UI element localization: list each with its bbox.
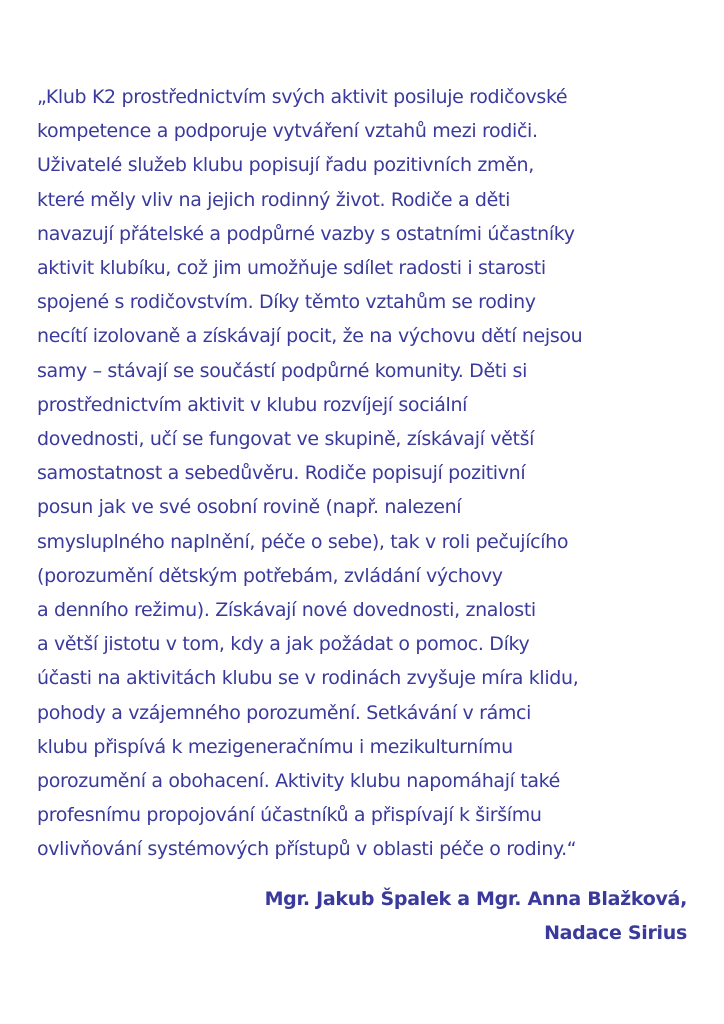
- quote-line: dovednosti, učí se fungovat ve skupině, získávají větší: [37, 428, 535, 451]
- quote-line: prostřednictvím aktivit v klubu rozvíjejí sociální: [37, 393, 468, 416]
- quote-line: kompetence a podporuje vytváření vztahů mezi rodiči.: [37, 120, 538, 143]
- quote-line: smysluplného naplnění, péče o sebe), tak v roli pečujícího: [37, 530, 569, 553]
- quote-line: spojené s rodičovstvím. Díky těmto vztahům se rodiny: [37, 291, 536, 314]
- quote-line: ovlivňování systémových přístupů v oblasti péče o rodiny.“: [37, 838, 577, 861]
- signature-authors: Mgr. Jakub Špalek a Mgr. Anna Blažková,: [264, 888, 687, 910]
- quote-line: posun jak ve své osobní rovině (např. nalezení: [37, 496, 462, 519]
- quote-line: účasti na aktivitách klubu se v rodinách zvyšuje míra klidu,: [37, 667, 579, 690]
- quote-line: a denního režimu). Získávají nové dovednosti, znalosti: [37, 599, 536, 622]
- quote-line: a větší jistotu v tom, kdy a jak požádat o pomoc. Díky: [37, 633, 530, 656]
- quote-line: klubu přispívá k mezigeneračnímu i mezikulturnímu: [37, 735, 513, 758]
- quote-line: navazují přátelské a podpůrné vazby s ostatními účastníky: [37, 222, 575, 245]
- signature-block: [27, 882, 687, 950]
- quote-line: samy – stávají se součástí podpůrné komunity. Děti si: [37, 359, 527, 382]
- quote-line: porozumění a obohacení. Aktivity klubu napomáhají také: [37, 770, 560, 793]
- quote-paragraph: [37, 80, 697, 867]
- signature-organization: Nadace Sirius: [544, 922, 687, 945]
- quote-line: aktivit klubíku, což jim umožňuje sdílet radosti i starosti: [37, 257, 546, 280]
- quote-line: samostatnost a sebedůvěru. Rodiče popisují pozitivní: [37, 462, 526, 485]
- quote-line: necítí izolovaně a získávají pocit, že na výchovu dětí nejsou: [37, 325, 583, 348]
- quote-line: které měly vliv na jejich rodinný život. Rodiče a děti: [37, 188, 511, 211]
- quote-line: „Klub K2 prostřednictvím svých aktivit posiluje rodičovské: [37, 86, 568, 108]
- quote-line: (porozumění dětským potřebám, zvládání výchovy: [37, 564, 503, 587]
- quote-line: Uživatelé služeb klubu popisují řadu pozitivních změn,: [37, 154, 534, 177]
- quote-line: pohody a vzájemného porozumění. Setkávání v rámci: [37, 701, 532, 724]
- quote-line: profesnímu propojování účastníků a přispívají k širšímu: [37, 804, 542, 827]
